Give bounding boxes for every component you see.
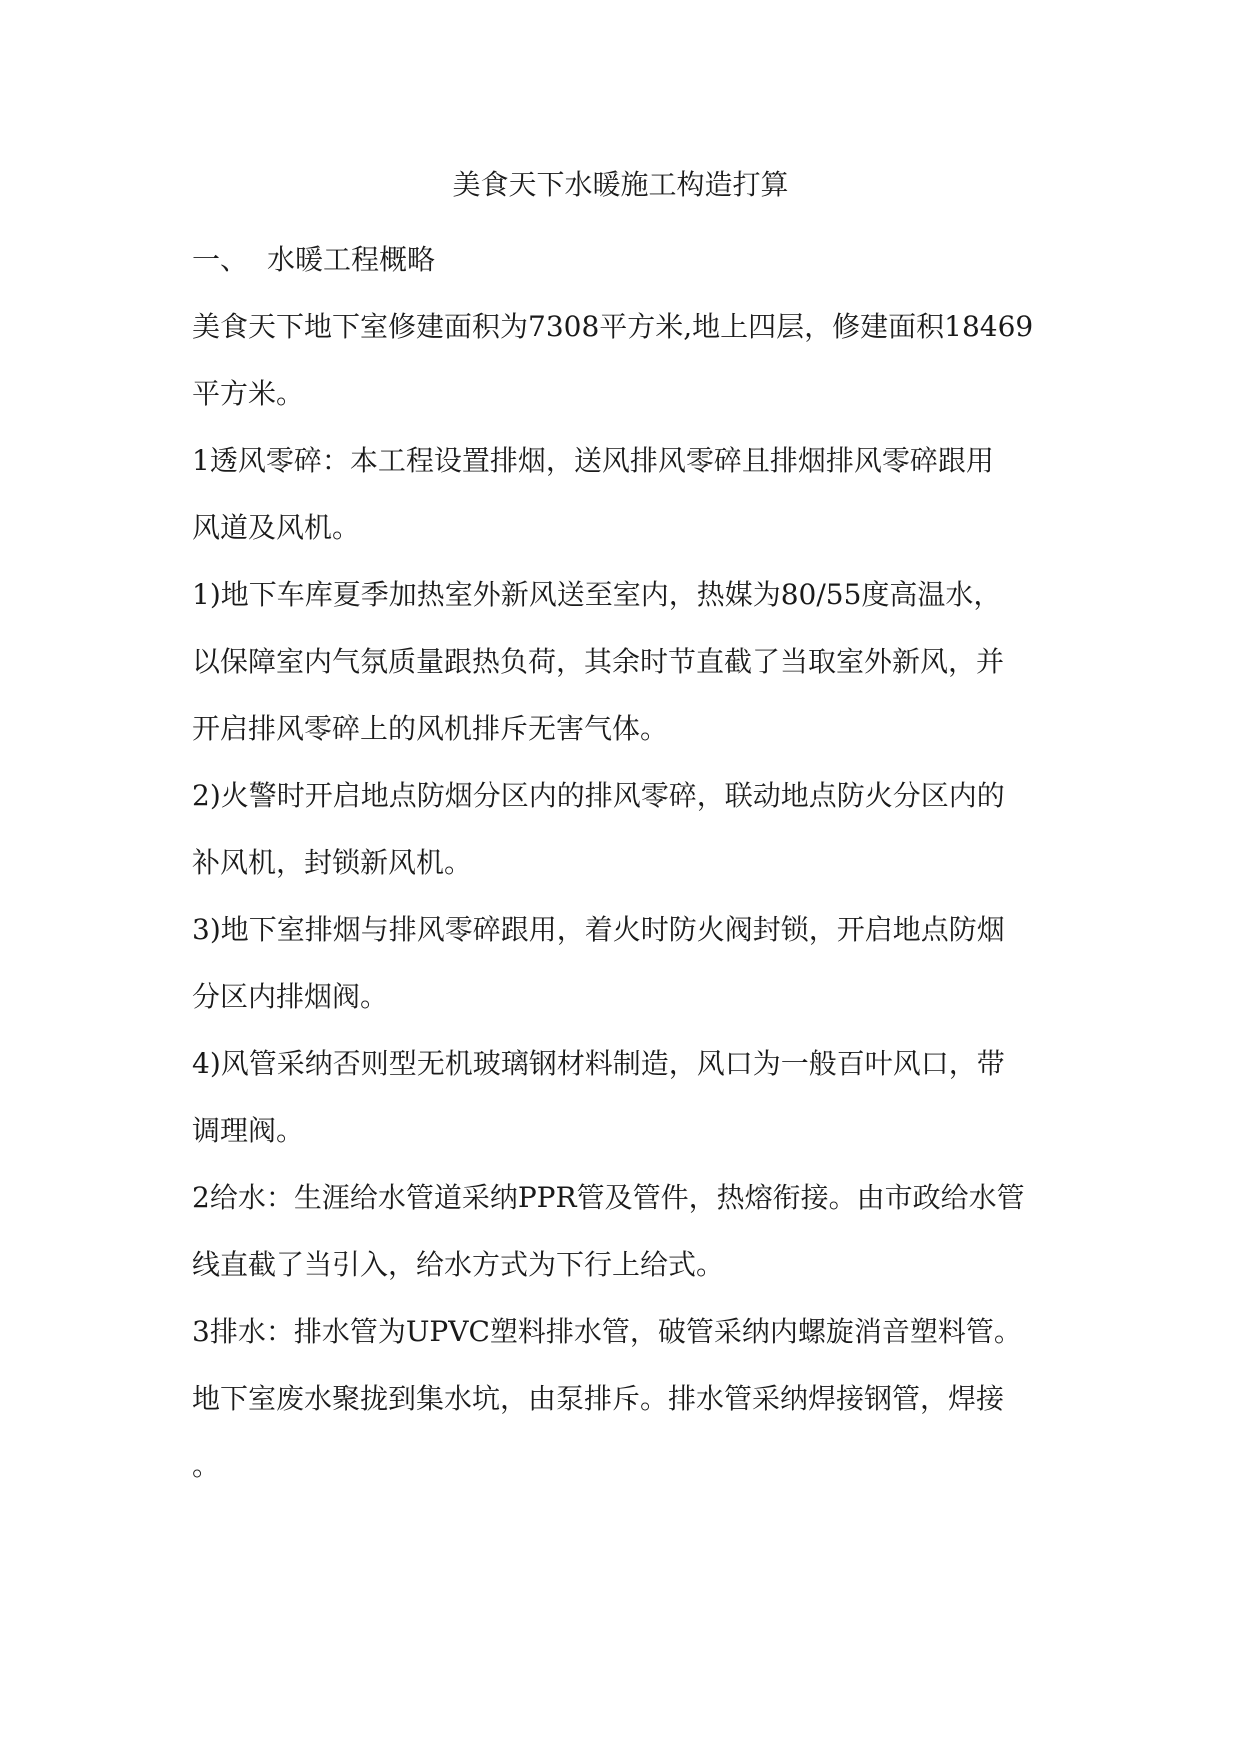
- paragraph-line: 地下室废水聚拢到集水坑，由泵排斥。排水管采纳焊接钢管，焊接: [192, 1382, 1005, 1415]
- paragraph-line: 。: [192, 1449, 221, 1482]
- paragraph-line: 风道及风机。: [192, 511, 361, 544]
- paragraph-line: 2)火警时开启地点防烟分区内的排风零碎，联动地点防火分区内的: [192, 779, 1005, 812]
- paragraph-line: 开启排风零碎上的风机排斥无害气体。: [192, 712, 669, 745]
- document-title: 美食天下水暖施工构造打算: [452, 168, 789, 201]
- section-heading: [192, 240, 435, 280]
- paragraph-line: 分区内排烟阀。: [192, 980, 389, 1013]
- paragraph-line: 3)地下室排烟与排风零碎跟用，着火时防火阀封锁，开启地点防烟: [192, 913, 1005, 946]
- paragraph-line: 调理阀。: [192, 1114, 305, 1147]
- section-heading-text: 水暖工程概略: [267, 243, 436, 276]
- paragraph-line: 2给水：生涯给水管道采纳PPR管及管件，热熔衔接。由市政给水管: [192, 1181, 1025, 1214]
- paragraph-line: 以保障室内气氛质量跟热负荷，其余时节直截了当取室外新风，并: [192, 645, 1005, 678]
- paragraph-line: 1)地下车库夏季加热室外新风送至室内，热媒为80/55度高温水，: [192, 578, 1002, 611]
- paragraph-line: 4)风管采纳否则型无机玻璃钢材料制造，风口为一般百叶风口，带: [192, 1047, 1005, 1080]
- paragraph-line: 平方米。: [192, 377, 305, 410]
- paragraph-line: 3排水：排水管为UPVC塑料排水管，破管采纳内螺旋消音塑料管。: [192, 1315, 1022, 1348]
- paragraph-line: 美食天下地下室修建面积为7308平方米,地上四层，修建面积18469: [192, 310, 1034, 343]
- paragraph-line: 1透风零碎：本工程设置排烟，送风排风零碎且排烟排风零碎跟用: [192, 444, 994, 477]
- paragraph-line: 补风机，封锁新风机。: [192, 846, 473, 879]
- paragraph-line: 线直截了当引入，给水方式为下行上给式。: [192, 1248, 725, 1281]
- section-number: 一、: [192, 243, 249, 276]
